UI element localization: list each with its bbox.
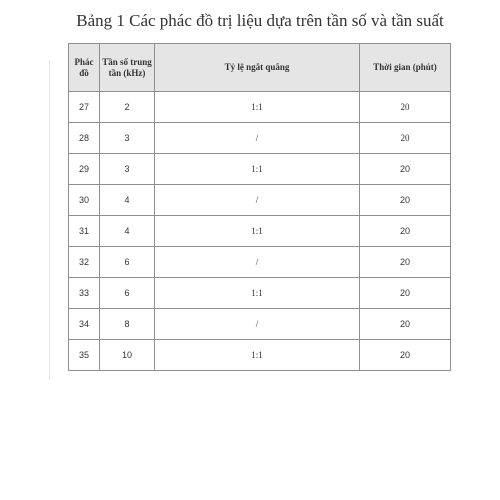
table-row — [69, 185, 451, 216]
cell-ratio: 1:1 — [155, 92, 360, 123]
header-frequency: Tần số trung tần (kHz) — [100, 44, 155, 92]
table-row — [69, 247, 451, 278]
cell-protocol: 33 — [69, 278, 100, 309]
cell-time: 20 — [360, 340, 451, 371]
cell-time: 20 — [360, 154, 451, 185]
cell-ratio: / — [155, 309, 360, 340]
cell-time: 20 — [360, 309, 451, 340]
cell-time: 20 — [360, 123, 451, 154]
table-row — [69, 123, 451, 154]
cell-frequency: 10 — [100, 340, 155, 371]
table-caption: Bảng 1 Các phác đồ trị liệu dựa trên tần số và tần suất — [76, 11, 444, 30]
cell-time: 20 — [360, 216, 451, 247]
cell-protocol: 27 — [69, 92, 100, 123]
cell-time: 20 — [360, 247, 451, 278]
cell-frequency: 4 — [100, 216, 155, 247]
header-protocol: Phác đồ — [69, 44, 100, 92]
cell-protocol: 32 — [69, 247, 100, 278]
cell-frequency: 4 — [100, 185, 155, 216]
cell-ratio: 1:1 — [155, 340, 360, 371]
table-row — [69, 92, 451, 123]
cell-frequency: 3 — [100, 123, 155, 154]
protocol-table — [68, 43, 451, 371]
cell-ratio: / — [155, 185, 360, 216]
cell-frequency: 8 — [100, 309, 155, 340]
cell-protocol: 31 — [69, 216, 100, 247]
header-time: Thời gian (phút) — [360, 44, 451, 92]
table-row — [69, 278, 451, 309]
cell-time: 20 — [360, 92, 451, 123]
cell-time: 20 — [360, 278, 451, 309]
table-row — [69, 309, 451, 340]
cell-ratio: 1:1 — [155, 154, 360, 185]
cell-protocol: 35 — [69, 340, 100, 371]
table-row — [69, 340, 451, 371]
cell-protocol: 28 — [69, 123, 100, 154]
table-header-row — [69, 44, 451, 92]
cell-frequency: 2 — [100, 92, 155, 123]
cell-ratio: 1:1 — [155, 278, 360, 309]
cell-ratio: 1:1 — [155, 216, 360, 247]
header-ratio: Tỷ lệ ngắt quãng — [155, 44, 360, 92]
cell-protocol: 30 — [69, 185, 100, 216]
cell-ratio: / — [155, 247, 360, 278]
cell-ratio: / — [155, 123, 360, 154]
cell-time: 20 — [360, 185, 451, 216]
page-edge-rule — [49, 60, 50, 380]
cell-frequency: 6 — [100, 278, 155, 309]
cell-frequency: 3 — [100, 154, 155, 185]
table-row — [69, 216, 451, 247]
table-row — [69, 154, 451, 185]
cell-protocol: 29 — [69, 154, 100, 185]
cell-frequency: 6 — [100, 247, 155, 278]
cell-protocol: 34 — [69, 309, 100, 340]
